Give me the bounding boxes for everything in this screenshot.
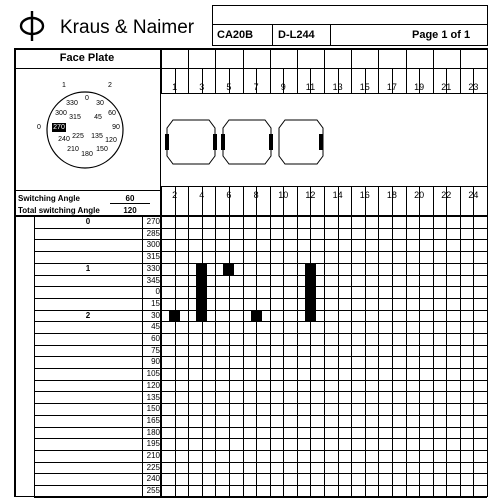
- position-angle: 0: [155, 287, 160, 296]
- dial-angle: 240: [58, 136, 70, 143]
- terminal-top-label: 11: [305, 82, 316, 92]
- position-angle: 240: [146, 474, 160, 483]
- contact-closed-mark: [305, 299, 316, 310]
- dial-angle: 150: [96, 146, 108, 153]
- table-row-line: [34, 275, 487, 276]
- terminal-bottom-label: 4: [199, 190, 205, 200]
- position-angle: 195: [146, 439, 160, 448]
- position-angle: 315: [146, 252, 160, 261]
- table-row-line: [34, 380, 487, 381]
- position-angle: 345: [146, 276, 160, 285]
- table-row-line: [34, 368, 487, 369]
- position-angle: 60: [151, 334, 160, 343]
- dial-angle: 90: [112, 124, 120, 131]
- contact-closed-mark: [196, 287, 207, 298]
- terminal-bottom-label: 2: [172, 190, 178, 200]
- table-row-line: [34, 427, 487, 428]
- contact-closed-mark: [223, 264, 234, 275]
- dial-label-0: 0: [37, 124, 41, 131]
- terminal-top-label: 1: [172, 82, 178, 92]
- dial-angle: 210: [67, 146, 79, 153]
- switching-top-border: [14, 190, 160, 191]
- position-angle: 45: [151, 322, 160, 331]
- dial-angle-selected: 270: [53, 124, 65, 131]
- contact-diagram: [161, 94, 487, 188]
- matrix-column-divider: [487, 186, 488, 497]
- header-sep-2: [330, 24, 331, 46]
- dial-angle: 300: [55, 110, 67, 117]
- terminal-bottom-label: 6: [226, 190, 232, 200]
- position-angle: 180: [146, 428, 160, 437]
- terminal-column-divider: [487, 48, 488, 93]
- position-angle: 210: [146, 451, 160, 460]
- terminal-top-label: 13: [332, 82, 343, 92]
- terminal-top-label: 15: [359, 82, 370, 92]
- table-row-line: [34, 356, 487, 357]
- dial-angle: 45: [94, 114, 102, 121]
- position-label: 0: [85, 217, 91, 226]
- position-angle: 165: [146, 416, 160, 425]
- dial-label-1: 1: [62, 82, 66, 89]
- table-row-line: [34, 473, 487, 474]
- contact-closed-mark: [196, 299, 207, 310]
- header-bottom-border: [212, 45, 488, 46]
- table-row-line: [34, 485, 487, 486]
- contact-closed-mark: [305, 264, 316, 275]
- header-sep-1: [272, 24, 273, 46]
- position-angle: 30: [151, 311, 160, 320]
- position-angle: 120: [146, 381, 160, 390]
- terminal-bottom-label: 16: [359, 190, 370, 200]
- header-top-border: [212, 5, 488, 6]
- total-switching-value: 120: [123, 206, 137, 215]
- terminal-bottom-label: 12: [305, 190, 316, 200]
- table-row-line: [34, 239, 487, 240]
- position-angle: 285: [146, 229, 160, 238]
- header-divider: [212, 24, 488, 25]
- table-row-line: [34, 228, 487, 229]
- table-row-line: [34, 345, 487, 346]
- position-angle: 90: [151, 357, 160, 366]
- terminal-bottom-label: 10: [278, 190, 289, 200]
- dial-angle: 30: [96, 100, 104, 107]
- brand-name: Kraus & Naimer: [60, 17, 195, 38]
- terminal-top-label: 5: [226, 82, 232, 92]
- switching-angle-underline: [110, 203, 150, 204]
- dial-label-2: 2: [108, 82, 112, 89]
- brand-logo: [14, 8, 50, 44]
- contact-closed-mark: [305, 311, 316, 322]
- switching-angle-label: Switching Angle: [18, 194, 80, 203]
- dial-angle: 180: [81, 151, 93, 158]
- position-angle: 75: [151, 346, 160, 355]
- dial-angle: 135: [91, 133, 103, 140]
- table-left-border: [14, 48, 16, 497]
- table-row-line: [34, 391, 487, 392]
- terminal-band-top-bottom: [161, 93, 487, 94]
- position-label: 1: [85, 264, 91, 273]
- switching-angle-value: 60: [125, 194, 135, 203]
- dial-angle: 0: [85, 95, 89, 102]
- position-angle: 15: [151, 299, 160, 308]
- position-angle: 225: [146, 463, 160, 472]
- terminal-bottom-label: 24: [468, 190, 479, 200]
- position-label: 2: [85, 311, 91, 320]
- terminal-bottom-label: 22: [441, 190, 452, 200]
- table-row-line: [34, 415, 487, 416]
- dial-angle: 60: [108, 110, 116, 117]
- table-row-line: [34, 450, 487, 451]
- dial-angle: 120: [105, 137, 117, 144]
- terminal-bottom-label: 8: [253, 190, 259, 200]
- contact-closed-mark: [196, 264, 207, 275]
- table-row-line: [34, 298, 487, 299]
- table-row-line: [34, 286, 487, 287]
- table-row-line: [34, 403, 487, 404]
- dial-angle: 315: [69, 114, 81, 121]
- face-plate-title-divider: [14, 68, 160, 69]
- table-row-line: [34, 462, 487, 463]
- header-right-border: [487, 5, 488, 46]
- model-code: CA20B: [217, 29, 254, 41]
- table-row-line: [34, 497, 487, 498]
- position-angle: 330: [146, 264, 160, 273]
- contact-closed-mark: [169, 311, 180, 322]
- total-switching-label: Total switching Angle: [18, 206, 100, 215]
- diagram-code: D-L244: [278, 29, 315, 41]
- phi-logo-icon: [14, 8, 50, 44]
- contact-closed-mark: [196, 276, 207, 287]
- table-row-line: [34, 333, 487, 334]
- position-angle: 135: [146, 393, 160, 402]
- contact-closed-mark: [305, 287, 316, 298]
- terminal-top-label: 17: [386, 82, 397, 92]
- terminal-bottom-label: 18: [386, 190, 397, 200]
- terminal-top-label: 21: [441, 82, 452, 92]
- contact-closed-mark: [196, 311, 207, 322]
- terminal-top-label: 7: [253, 82, 259, 92]
- position-angle: 150: [146, 404, 160, 413]
- terminal-bottom-label: 20: [414, 190, 425, 200]
- terminal-top-label: 9: [280, 82, 286, 92]
- dial-angle: 330: [66, 100, 78, 107]
- table-row-line: [34, 251, 487, 252]
- terminal-top-label: 19: [414, 82, 425, 92]
- table-row-line: [34, 438, 487, 439]
- position-angle: 105: [146, 369, 160, 378]
- page-indicator: Page 1 of 1: [412, 29, 471, 41]
- terminal-top-label: 23: [468, 82, 479, 92]
- terminal-top-label: 3: [199, 82, 205, 92]
- terminal-bottom-label: 14: [332, 190, 343, 200]
- position-angle: 255: [146, 486, 160, 495]
- contact-closed-mark: [251, 311, 262, 322]
- table-top-border: [14, 48, 488, 50]
- dial-angle: 225: [72, 133, 84, 140]
- position-angle: 300: [146, 240, 160, 249]
- face-plate-title: Face Plate: [59, 52, 115, 64]
- contact-closed-mark: [305, 276, 316, 287]
- position-angle: 270: [146, 217, 160, 226]
- header-left-border: [212, 5, 213, 46]
